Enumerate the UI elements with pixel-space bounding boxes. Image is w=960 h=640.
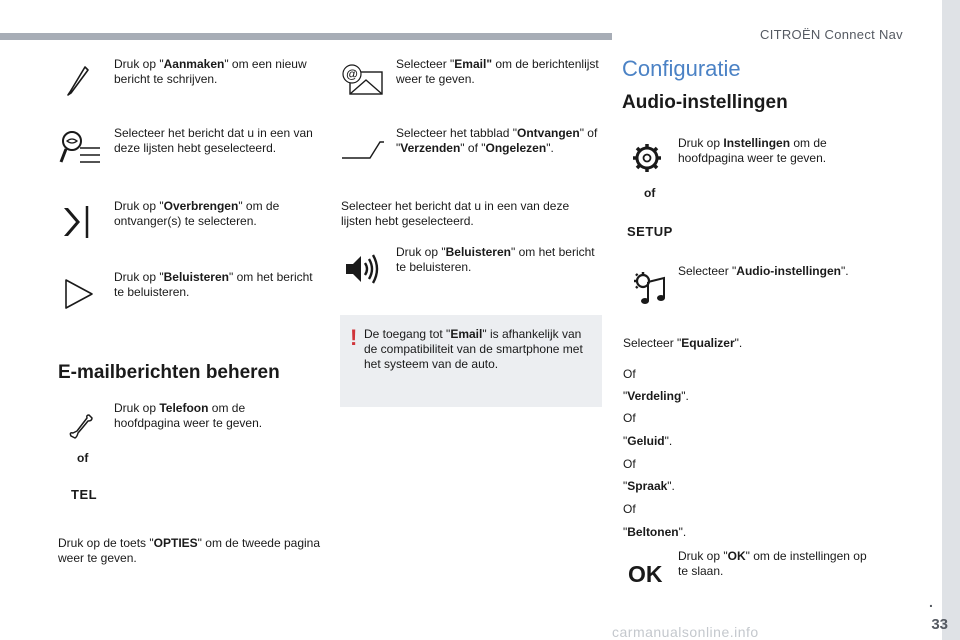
header-bar (0, 33, 612, 40)
ok-text: Druk op "OK" om de instellingen op te slaan. (678, 549, 867, 578)
watermark: carmanualsonline.info (612, 624, 759, 640)
audio-select-text: Selecteer "Audio-instellingen". (678, 264, 849, 278)
svg-text:@: @ (346, 67, 358, 81)
play-icon (64, 278, 94, 310)
speaker-icon (344, 252, 380, 286)
page-side-strip (942, 0, 960, 640)
compatibility-note (340, 315, 602, 407)
email-section-title: E-mailberichten beheren (58, 362, 280, 383)
left-item-4-text: Druk op "Beluisteren" om het bericht te beluisteren. (114, 270, 313, 299)
left-item-3-text: Druk op "Overbrengen" om de ontvanger(s) te selecteren. (114, 199, 280, 228)
or-label-3: Of (623, 457, 636, 471)
setup-key-label: SETUP (627, 224, 673, 239)
forward-icon (62, 204, 94, 240)
warning-icon: ! (350, 325, 358, 350)
tab-icon (340, 140, 386, 160)
gear-icon (632, 143, 662, 173)
email-select-text: Selecteer "Email" om de berichtenlijst weer te geven. (396, 57, 599, 86)
config-title: Configuratie (622, 56, 741, 81)
or-label-4: Of (623, 502, 636, 516)
search-list-icon (58, 128, 102, 170)
phone-icon (68, 412, 94, 440)
beltonen-text: "Beltonen". (623, 525, 687, 539)
page-number: 33 (931, 616, 948, 633)
note-text: De toegang tot "Email" is afhankelijk van de compatibiliteit van de smartphone met het systeem van de auto. (364, 327, 583, 371)
listen-text: Druk op "Beluisteren" om het bericht te beluisteren. (396, 245, 595, 274)
tabs-select-text: Selecteer het tabblad "Ontvangen" of "Verzenden" of "Ongelezen". (396, 126, 598, 155)
verdeling-text: "Verdeling". (623, 389, 689, 403)
email-icon (342, 62, 384, 96)
ok-key-label: OK (628, 561, 663, 587)
audio-settings-title: Audio-instellingen (622, 92, 788, 113)
of-label: of (644, 186, 656, 200)
left-item-2-text: Selecteer het bericht dat u in een van deze lijsten hebt geselecteerd. (114, 126, 313, 155)
left-item-1-text: Druk op "Aanmaken" om een nieuw bericht te schrijven. (114, 57, 307, 86)
pencil-icon (64, 62, 92, 96)
equalizer-text: Selecteer "Equalizer". (623, 336, 743, 350)
spraak-text: "Spraak". (623, 479, 675, 493)
page-header-title: CITROËN Connect Nav (760, 27, 903, 42)
options-text: Druk op de toets "OPTIES" om de tweede pagina weer te geven. (58, 536, 321, 565)
or-label-2: Of (623, 411, 636, 425)
or-label-1: Of (623, 367, 636, 381)
audio-settings-icon (632, 270, 668, 306)
of-label: of (77, 451, 89, 465)
tel-key-label: TEL (71, 487, 98, 502)
page-dot: . (929, 594, 933, 610)
geluid-text: "Geluid". (623, 434, 673, 448)
settings-text: Druk op Instellingen om de hoofdpagina weer te geven. (678, 136, 827, 165)
select-message-text: Selecteer het bericht dat u in een van deze lijsten hebt geselecteerd. (341, 199, 570, 228)
phone-text: Druk op Telefoon om de hoofdpagina weer te geven. (114, 401, 263, 430)
